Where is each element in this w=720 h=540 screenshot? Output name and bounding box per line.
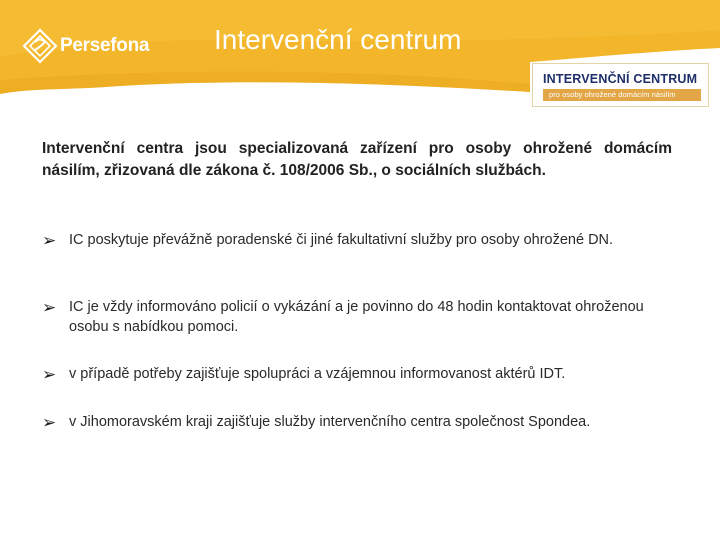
bullet-text: IC poskytuje převážně poradenské či jiné fakultativní služby pro osoby ohrožené DN. xyxy=(69,232,614,248)
bullet-text: v případě potřeby zajišťuje spolupráci a vzájemnou informovanost aktérů IDT. xyxy=(69,366,566,382)
list-item xyxy=(42,230,682,252)
list-item xyxy=(42,412,682,434)
intro-paragraph: Intervenční centra jsou specializovaná zařízení pro osoby ohrožené domácím násilím, zřizovaná dle zákona č. 108/2006 Sb., o sociálních službách. xyxy=(42,140,672,179)
arrow-bullet-icon: ➢ xyxy=(42,231,57,250)
arrow-bullet-icon: ➢ xyxy=(42,365,57,384)
intervention-center-badge xyxy=(532,63,709,107)
arrow-bullet-icon: ➢ xyxy=(42,413,57,432)
badge-title: INTERVENČNÍ CENTRUM xyxy=(543,72,698,86)
badge-subtitle-bar xyxy=(543,89,701,101)
badge-subtitle: pro osoby ohrožené domácím násilím xyxy=(549,90,676,99)
bullet-text: IC je vždy informováno policií o vykázání a je povinno do 48 hodin kontaktovat ohroženou osobu s nabídkou pomoci. xyxy=(69,299,644,335)
page-title: Intervenční centrum xyxy=(214,24,462,55)
list-item xyxy=(42,297,682,337)
list-item xyxy=(42,364,682,386)
logo-text: Persefona xyxy=(60,35,150,56)
diamond-logo-icon xyxy=(22,28,58,64)
bullet-text: v Jihomoravském kraji zajišťuje služby intervenčního centra společnost Spondea. xyxy=(69,414,591,430)
arrow-bullet-icon: ➢ xyxy=(42,298,57,317)
persefona-logo xyxy=(22,28,149,64)
